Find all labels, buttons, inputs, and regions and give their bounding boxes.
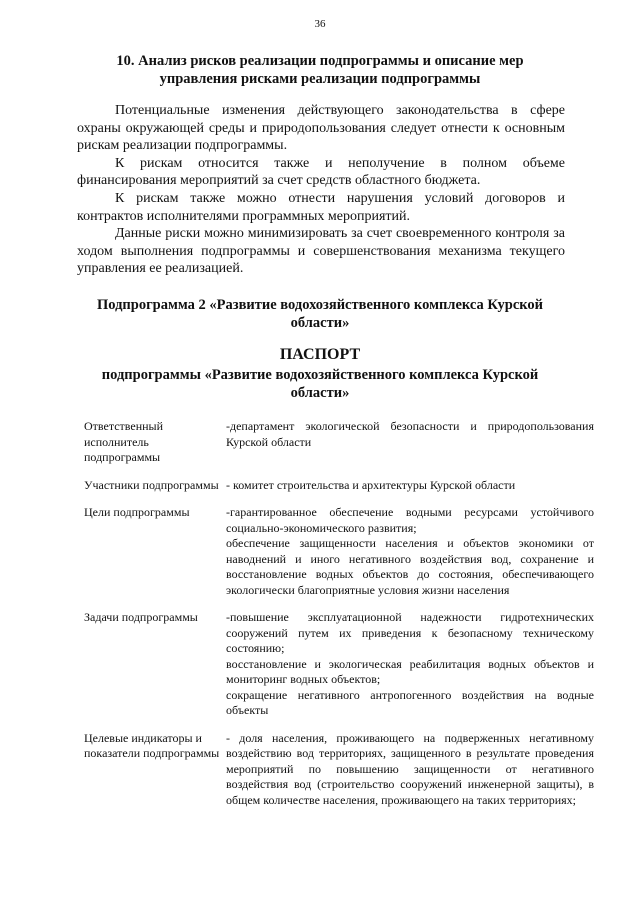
passport-row-responsible: [84, 419, 594, 466]
row-label: Ответственный исполнитель подпрограммы: [84, 419, 164, 464]
passport-row-tasks: [84, 610, 594, 719]
row-value-line: восстановление и экологическая реабилитация водных объектов и мониторинг водных объектов;: [226, 656, 594, 686]
row-value-line: сокращение негативного антропогенного воздействия на водные объекты: [226, 687, 594, 717]
subprogram-title: Подпрограмма 2 «Развитие водохозяйственного комплекса Курской области»: [96, 297, 544, 331]
row-label: Целевые индикаторы и показатели подпрограммы: [84, 730, 220, 760]
passport-row-participants: [84, 478, 594, 494]
row-value: [226, 478, 594, 494]
page-number: 36: [314, 18, 326, 30]
row-value-line: обеспечение защищенности населения и объектов экономики от наводнений и иного негативного воздействия вод, сохранение и восстановление водных объектов до состояния, обеспечивающего экологически благоприятные условия жизни населения: [226, 536, 594, 597]
row-value: [226, 731, 594, 809]
row-value-line: - комитет строительства и архитектуры Курской области: [226, 477, 516, 492]
row-value-line: -департамент экологической безопасности и природопользования Курской области: [226, 419, 594, 449]
paragraph: К рискам относится также и неполучение в полном объеме финансирования мероприятий за счет средств областного бюджета.: [77, 155, 565, 189]
row-value-line: - доля населения, проживающего на подверженных негативному воздействию вод территориях, защищенного в результате проведения мероприятий по повышению защищенности от негативного воздействия вод (строительство сооружений инженерной защиты), в общем количестве населения, проживающего на таких территориях;: [226, 730, 594, 807]
section-10-body: [77, 102, 565, 278]
passport-row-goals: [84, 505, 594, 598]
passport-row-indicators: [84, 731, 594, 809]
passport-subtitle: подпрограммы «Развитие водохозяйственного комплекса Курской области»: [101, 367, 539, 401]
row-label: Участники подпрограммы: [84, 477, 219, 492]
row-value: [226, 610, 594, 719]
paragraph: Потенциальные изменения действующего законодательства в сфере охраны окружающей среды и природопользования следует отнести к основным рискам реализации подпрограммы.: [77, 103, 565, 154]
section-10-title: 10. Анализ рисков реализации подпрограммы и описание мер управления рисками реализации подпрограммы: [116, 53, 524, 87]
row-label: Цели подпрограммы: [84, 505, 190, 519]
row-label: Задачи подпрограммы: [84, 610, 198, 624]
passport-title: ПАСПОРТ: [279, 346, 361, 363]
paragraph: Данные риски можно минимизировать за счет своевременного контроля за ходом выполнения подпрограммы и совершенствования механизма текущего управления ее реализацией.: [77, 226, 565, 277]
row-value-line: -повышение эксплуатационной надежности гидротехнических сооружений путем их приведения к безопасному техническому состоянию;: [226, 610, 594, 655]
passport-table: [84, 419, 594, 820]
row-value-line: -гарантированное обеспечение водными ресурсами устойчивого социально-экономического развития;: [226, 505, 594, 535]
row-value: [226, 419, 594, 466]
paragraph: К рискам также можно отнести нарушения условий договоров и контрактов исполнителями программных мероприятий.: [77, 190, 565, 224]
row-value: [226, 505, 594, 598]
